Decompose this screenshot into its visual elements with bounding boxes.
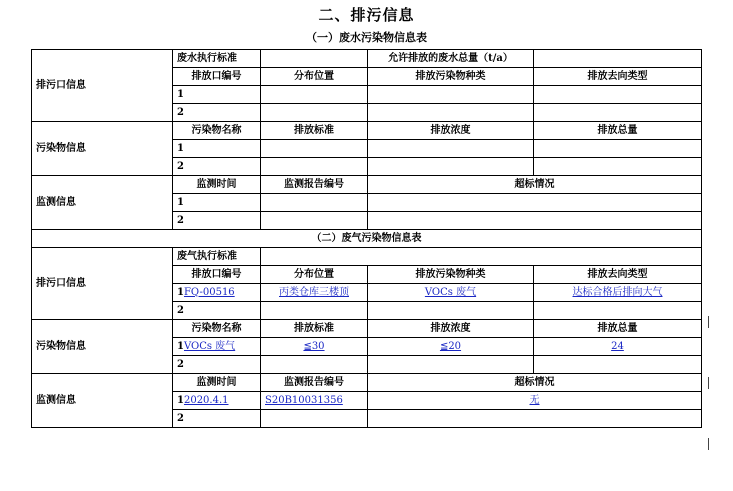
cell-field[interactable] [261,338,368,356]
col-header: 排放口编号 [173,68,261,86]
ww-total-field[interactable] [534,50,702,68]
cell-field[interactable] [261,284,368,302]
monitoring-time-value: 2020.4.1 [183,394,229,406]
col-header: 超标情况 [368,176,702,194]
row-number: 1 [173,194,261,212]
col-header: 超标情况 [368,374,702,392]
pollution-info-table [31,49,702,428]
col-header: 监测时间 [173,374,261,392]
ww-pollutant-header-row [32,122,702,140]
text-cursor-mark [708,438,709,450]
cell-field[interactable] [261,212,368,230]
col-header: 监测报告编号 [261,176,368,194]
cell-field[interactable] [368,86,534,104]
gas-standard-row [32,248,702,266]
cell-field[interactable] [261,86,368,104]
ww-pollutant-section-label: 污染物信息 [32,122,173,176]
pollutant-name-value: VOCs 废气 [183,340,236,352]
cell-field[interactable] [261,392,368,410]
total-value: 24 [611,340,624,352]
col-header: 监测报告编号 [261,374,368,392]
gas-monitoring-section-label: 监测信息 [32,374,173,428]
col-header: 监测时间 [173,176,261,194]
col-header: 排放总量 [534,320,702,338]
cell-field[interactable] [368,284,534,302]
cell-field[interactable] [368,140,534,158]
cell-field[interactable] [368,356,534,374]
cell-field[interactable] [368,104,534,122]
cell-field[interactable] [368,410,702,428]
cell-field[interactable] [534,104,702,122]
ww-total-label: 允许排放的废水总量（t/a） [368,50,534,68]
col-header: 分布位置 [261,68,368,86]
cell-field[interactable] [261,302,368,320]
ww-standard-field[interactable] [261,50,368,68]
col-header: 污染物名称 [173,320,261,338]
location-value: 丙类仓库三楼顶 [279,286,349,298]
report-number-value: S20B10031356 [265,394,343,406]
col-header: 污染物名称 [173,122,261,140]
row-number: 1 [173,86,261,104]
concentration-value: ≦20 [439,340,462,352]
cell-field[interactable] [368,302,534,320]
row-number: 1 [173,140,261,158]
pollutant-value: VOCs 废气 [424,286,477,298]
cell-field[interactable] [368,212,702,230]
col-header: 排放浓度 [368,122,534,140]
standard-value: ≦30 [303,340,325,352]
col-header: 排放标准 [261,320,368,338]
text-cursor-mark [708,377,709,389]
gas-pollutant-header-row [32,320,702,338]
cell-field[interactable] [261,194,368,212]
cell-field[interactable] [368,194,702,212]
outlet-id-cell[interactable] [173,284,261,302]
cell-field[interactable] [261,140,368,158]
gas-heading-row [32,230,702,248]
row-number: 2 [173,158,261,176]
exceed-value: 无 [529,394,540,406]
ww-monitoring-section-label: 监测信息 [32,176,173,230]
cell-field[interactable] [261,158,368,176]
cell-field[interactable] [534,158,702,176]
page-title: 二、排污信息 [318,6,415,24]
wastewater-standard-row [32,50,702,68]
gas-heading: （二）废气污染物信息表 [32,230,702,248]
ww-outlet-section-label: 排污口信息 [32,50,173,122]
gas-monitoring-header-row [32,374,702,392]
text-cursor-mark [708,316,709,328]
row-number: 2 [173,410,261,428]
cell-field[interactable] [534,140,702,158]
gas-pollutant-section-label: 污染物信息 [32,320,173,374]
row-number: 1 [177,286,184,298]
cell-field[interactable] [261,410,368,428]
cell-field[interactable] [534,86,702,104]
col-header: 排放污染物种类 [368,266,534,284]
col-header: 排放去向类型 [534,68,702,86]
monitoring-time-cell[interactable] [173,392,261,410]
pollutant-name-cell[interactable] [173,338,261,356]
ww-standard-label: 废水执行标准 [173,50,261,68]
row-number: 1 [177,340,184,352]
cell-field[interactable] [368,392,702,410]
cell-field[interactable] [368,158,534,176]
cell-field[interactable] [534,338,702,356]
wastewater-heading: （一）废水污染物信息表 [306,31,427,44]
destination-value: 达标合格后排向大气 [572,286,663,298]
ww-monitoring-header-row [32,176,702,194]
row-number: 2 [173,302,261,320]
row-number: 2 [173,212,261,230]
cell-field[interactable] [534,284,702,302]
gas-standard-label: 废气执行标准 [173,248,261,266]
col-header: 分布位置 [261,266,368,284]
gas-outlet-section-label: 排污口信息 [32,248,173,320]
outlet-id-value: FQ-00516 [183,286,235,298]
col-header: 排放总量 [534,122,702,140]
gas-standard-field[interactable] [261,248,702,266]
cell-field[interactable] [534,302,702,320]
cell-field[interactable] [534,356,702,374]
col-header: 排放口编号 [173,266,261,284]
row-number: 2 [173,104,261,122]
col-header: 排放标准 [261,122,368,140]
cell-field[interactable] [368,338,534,356]
cell-field[interactable] [261,356,368,374]
col-header: 排放浓度 [368,320,534,338]
row-number: 1 [177,394,184,406]
col-header: 排放去向类型 [534,266,702,284]
col-header: 排放污染物种类 [368,68,534,86]
cell-field[interactable] [261,104,368,122]
row-number: 2 [173,356,261,374]
